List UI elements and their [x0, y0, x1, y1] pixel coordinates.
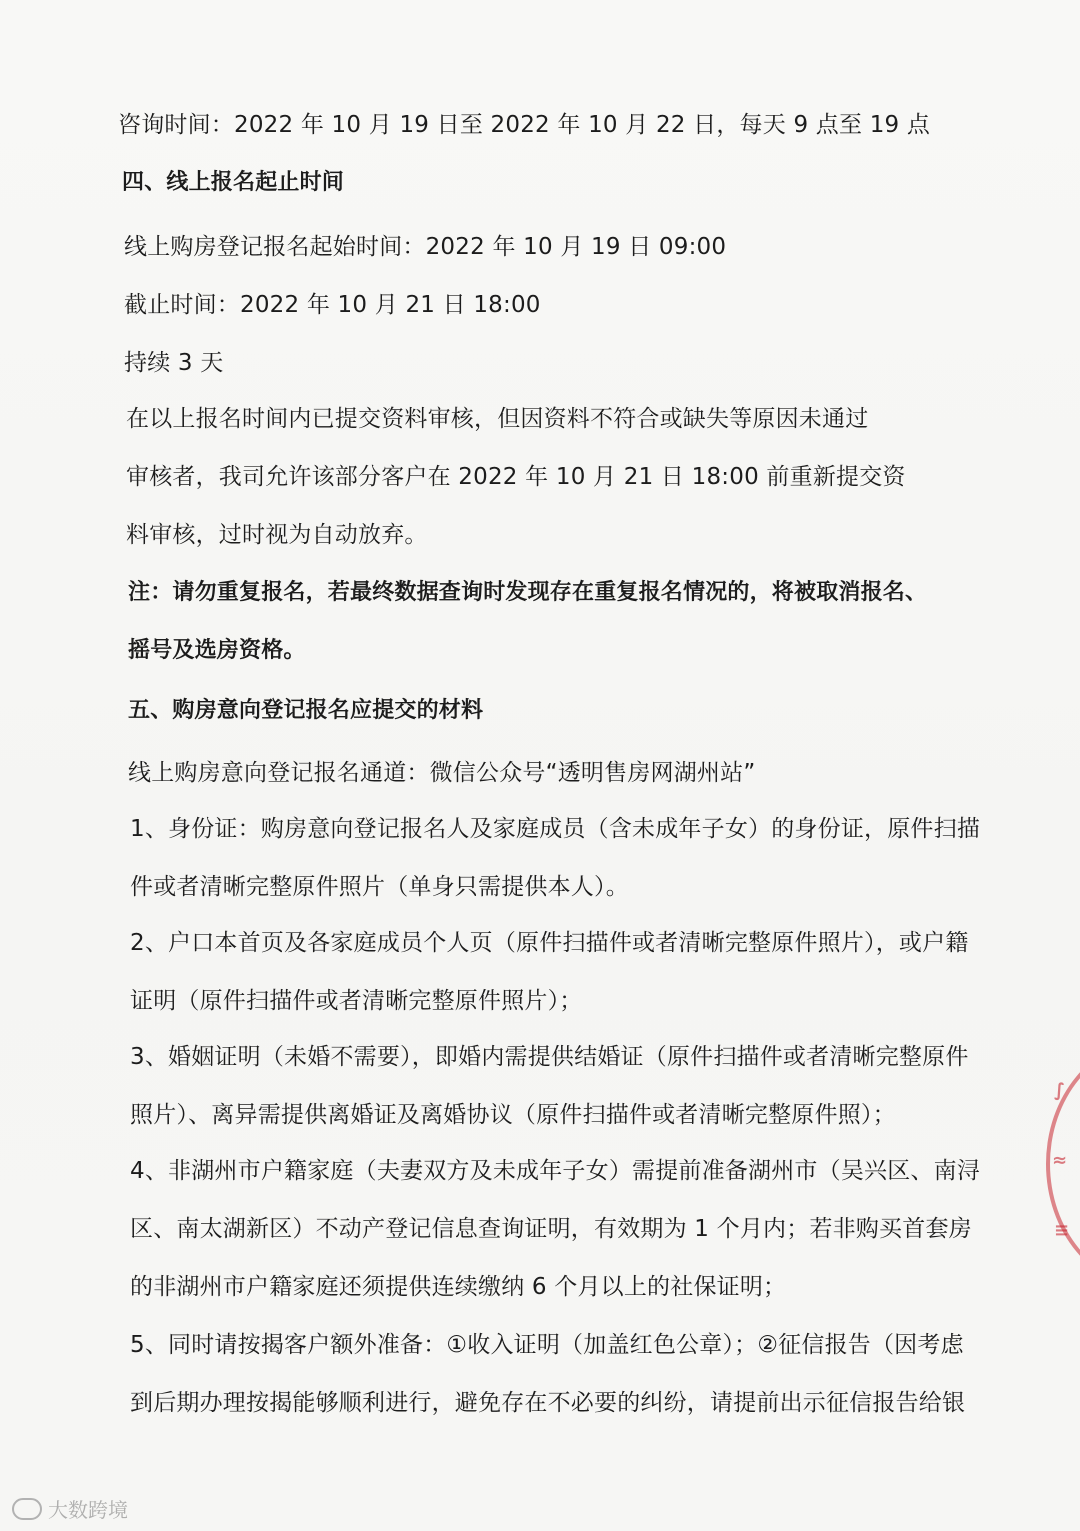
item-2-line-2: 证明（原件扫描件或者清晰完整原件照片）；	[130, 988, 583, 1014]
resubmit-paragraph-line-2: 审核者，我司允许该部分客户在 2022 年 10 月 21 日 18:00 前重新提交资	[126, 464, 906, 490]
resubmit-paragraph-line-1: 在以上报名时间内已提交资料审核，但因资料不符合或缺失等原因未通过	[126, 406, 869, 432]
watermark	[12, 1494, 128, 1523]
section-5-heading: 五、购房意向登记报名应提交的材料	[128, 698, 484, 723]
item-1-line-2: 件或者清晰完整原件照片（单身只需提供本人）。	[130, 874, 629, 900]
item-3-line-2: 照片）、离异需提供离婚证及离婚协议（原件扫描件或者清晰完整原件照）；	[130, 1102, 896, 1128]
watermark-text: 大数跨境	[48, 1498, 128, 1522]
item-5-line-2: 到后期办理按揭能够顺利进行，避免存在不必要的纠纷，请提前出示征信报告给银	[130, 1390, 966, 1416]
registration-start-line: 线上购房登记报名起始时间：2022 年 10 月 19 日 09:00	[124, 234, 727, 260]
item-4-line-2: 区、南太湖新区）不动产登记信息查询证明，有效期为 1 个月内；若非购买首套房	[130, 1216, 972, 1242]
channel-line: 线上购房意向登记报名通道：微信公众号“透明售房网湖州站”	[128, 760, 756, 786]
item-3-line-1: 3、婚姻证明（未婚不需要），即婚内需提供结婚证（原件扫描件或者清晰完整原件	[130, 1044, 969, 1070]
note-line-1: 注：请勿重复报名，若最终数据查询时发现存在重复报名情况的，将被取消报名、	[128, 580, 928, 605]
item-4-line-1: 4、非湖州市户籍家庭（夫妻双方及未成年子女）需提前准备湖州市（吴兴区、南浔	[130, 1158, 981, 1184]
note-line-2: 摇号及选房资格。	[128, 638, 306, 663]
registration-end-line: 截止时间：2022 年 10 月 21 日 18:00	[124, 292, 541, 318]
consult-time-line: 咨询时间：2022 年 10 月 19 日至 2022 年 10 月 22 日，每天 9 点至 19 点	[118, 112, 931, 138]
duration-line: 持续 3 天	[124, 350, 224, 376]
section-4-heading: 四、线上报名起止时间	[122, 170, 345, 195]
item-1-line-1: 1、身份证：购房意向登记报名人及家庭成员（含未成年子女）的身份证，原件扫描	[130, 816, 981, 842]
resubmit-paragraph-line-3: 料审核，过时视为自动放弃。	[126, 522, 428, 548]
item-4-line-3: 的非湖州市户籍家庭还须提供连续缴纳 6 个月以上的社保证明；	[130, 1274, 787, 1300]
watermark-logo-icon	[12, 1498, 42, 1520]
item-5-line-1: 5、同时请按揭客户额外准备：①收入证明（加盖红色公章）；②征信报告（因考虑	[130, 1332, 964, 1358]
red-seal-stamp: ∫ ≈ ≡	[1040, 1040, 1080, 1290]
item-2-line-1: 2、户口本首页及各家庭成员个人页（原件扫描件或者清晰完整原件照片），或户籍	[130, 930, 969, 956]
